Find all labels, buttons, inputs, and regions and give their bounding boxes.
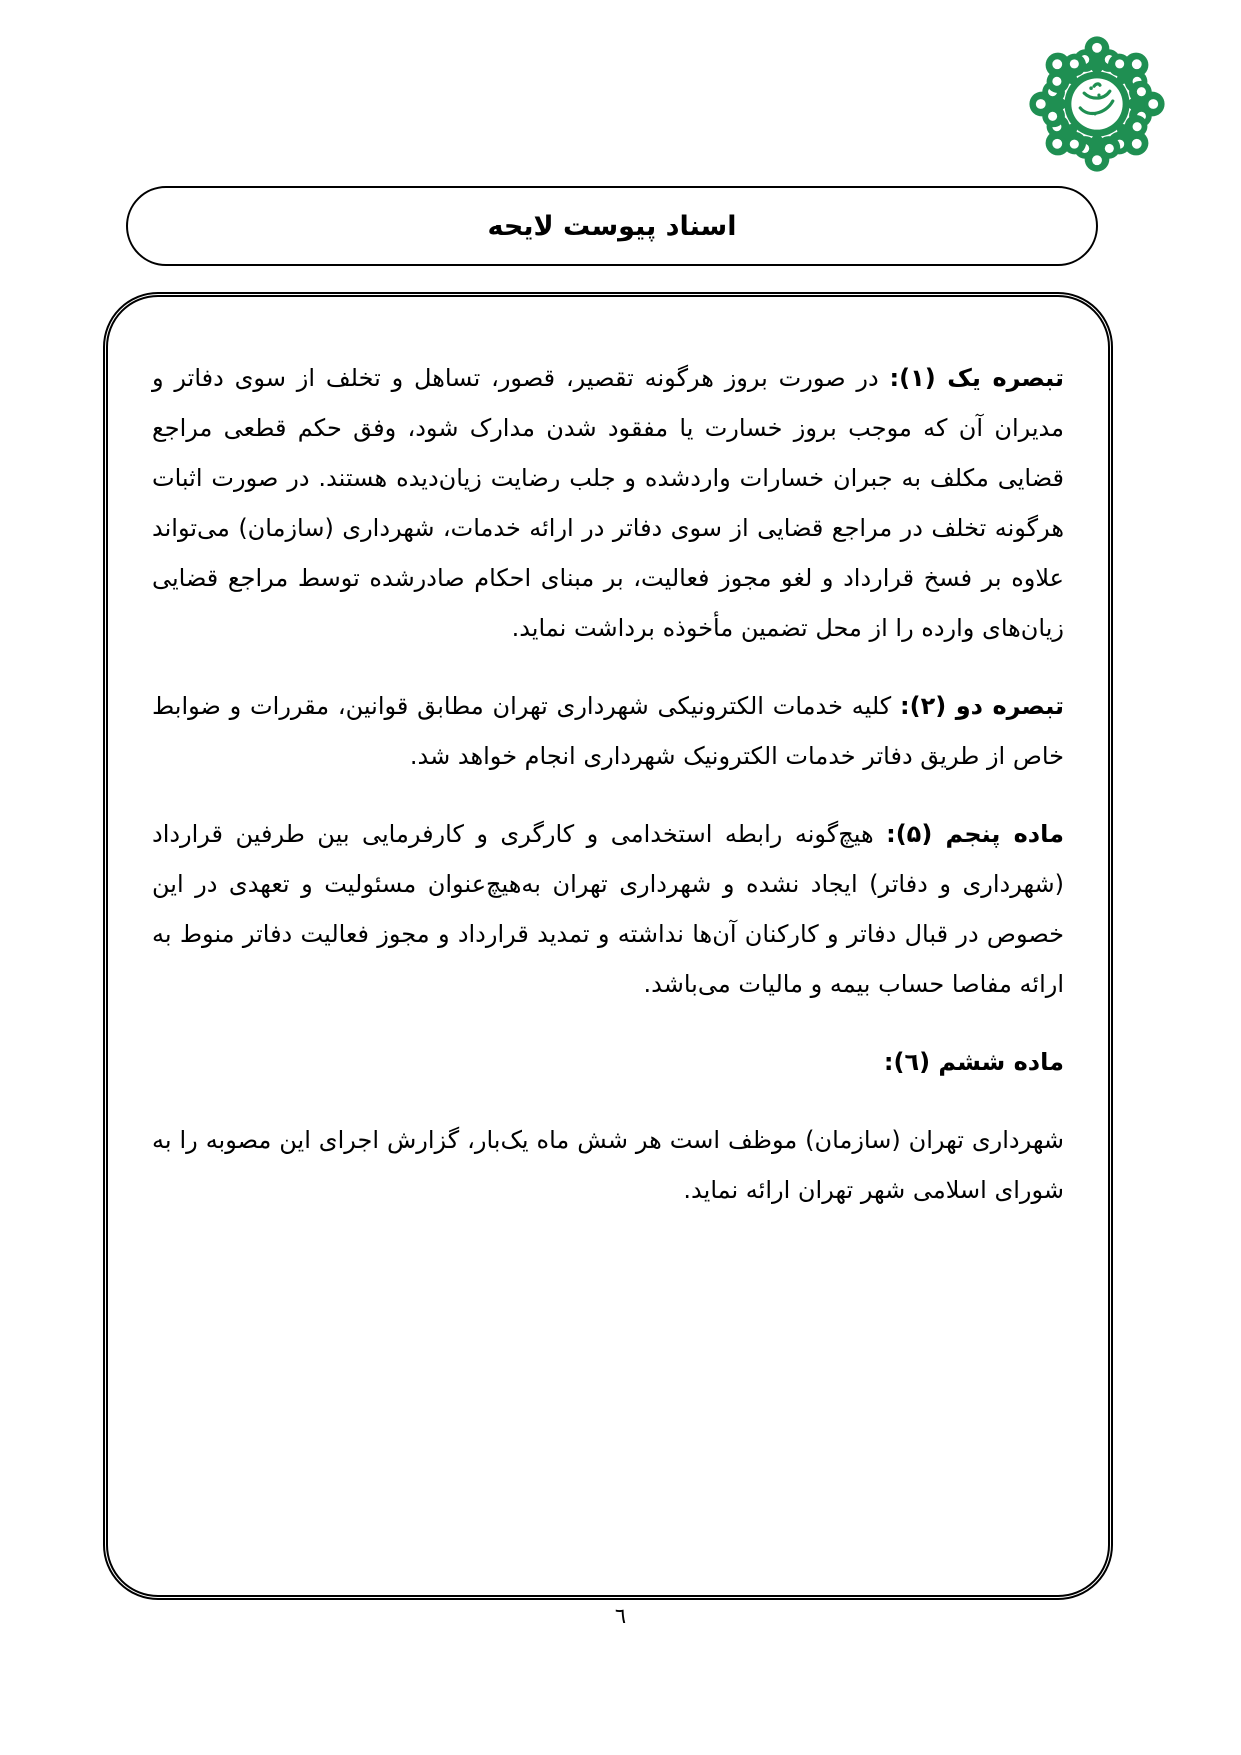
paragraph-lead: تبصره دو (۲):	[900, 692, 1065, 720]
paragraph-lead: ماده پنجم (۵):	[886, 820, 1064, 848]
page-title: اسناد پیوست لایحه	[487, 210, 737, 242]
document-content	[108, 297, 1108, 1215]
paragraph-madeh-6-heading	[152, 1037, 1064, 1087]
paragraph-text: کلیه خدمات الکترونیکی شهرداری تهران مطابق قوانین، مقررات و ضوابط خاص از طریق دفاتر خدمات الکترونیک شهرداری انجام خواهد شد.	[152, 692, 1064, 770]
document-body-box	[103, 292, 1113, 1600]
page-number: ٦	[614, 1604, 627, 1628]
paragraph-madeh-5	[152, 809, 1064, 1009]
paragraph-tabsereh-1	[152, 353, 1064, 653]
paragraph-text: در صورت بروز هرگونه تقصیر، قصور، تساهل و تخلف از سوی دفاتر و مدیران آن که موجب بروز خسارت یا مفقود شدن مدارک شود، وفق حکم قطعی مراجع قضایی مکلف به جبران خسارات واردشده و جلب رضایت زیان‌دیده هستند. در صورت اثبات هرگونه تخلف در مراجع قضایی از سوی دفاتر در ارائه خدمات، شهرداری (سازمان) می‌تواند علاوه بر فسخ قرارداد و لغو مجوز فعالیت، بر مبنای احکام صادرشده توسط مراجع قضایی زیان‌های وارده را از محل تضمین مأخوذه برداشت نماید.	[152, 364, 1064, 642]
tehran-municipality-logo-icon	[1023, 30, 1171, 178]
paragraph-tabsereh-2	[152, 681, 1064, 781]
document-title-box	[126, 186, 1098, 266]
paragraph-lead: ماده ششم (٦):	[883, 1048, 1064, 1076]
paragraph-text: هیچ‌گونه رابطه استخدامی و کارگری و کارفرمایی بین طرفین قرارداد (شهرداری و دفاتر) ایجاد نشده و شهرداری تهران به‌هیچ‌عنوان مسئولیت و تعهدی در این خصوص در قبال دفاتر و کارکنان آن‌ها نداشته و تمدید قرارداد و مجوز فعالیت دفاتر منوط به ارائه مفاصا حساب بیمه و مالیات می‌باشد.	[152, 820, 1064, 998]
paragraph-text: شهرداری تهران (سازمان) موظف است هر شش ماه یک‌بار، گزارش اجرای این مصوبه را به شورای اسلامی شهر تهران ارائه نماید.	[152, 1126, 1064, 1204]
paragraph-lead: تبصره یک (۱):	[889, 364, 1064, 392]
paragraph-madeh-6-body	[152, 1115, 1064, 1215]
